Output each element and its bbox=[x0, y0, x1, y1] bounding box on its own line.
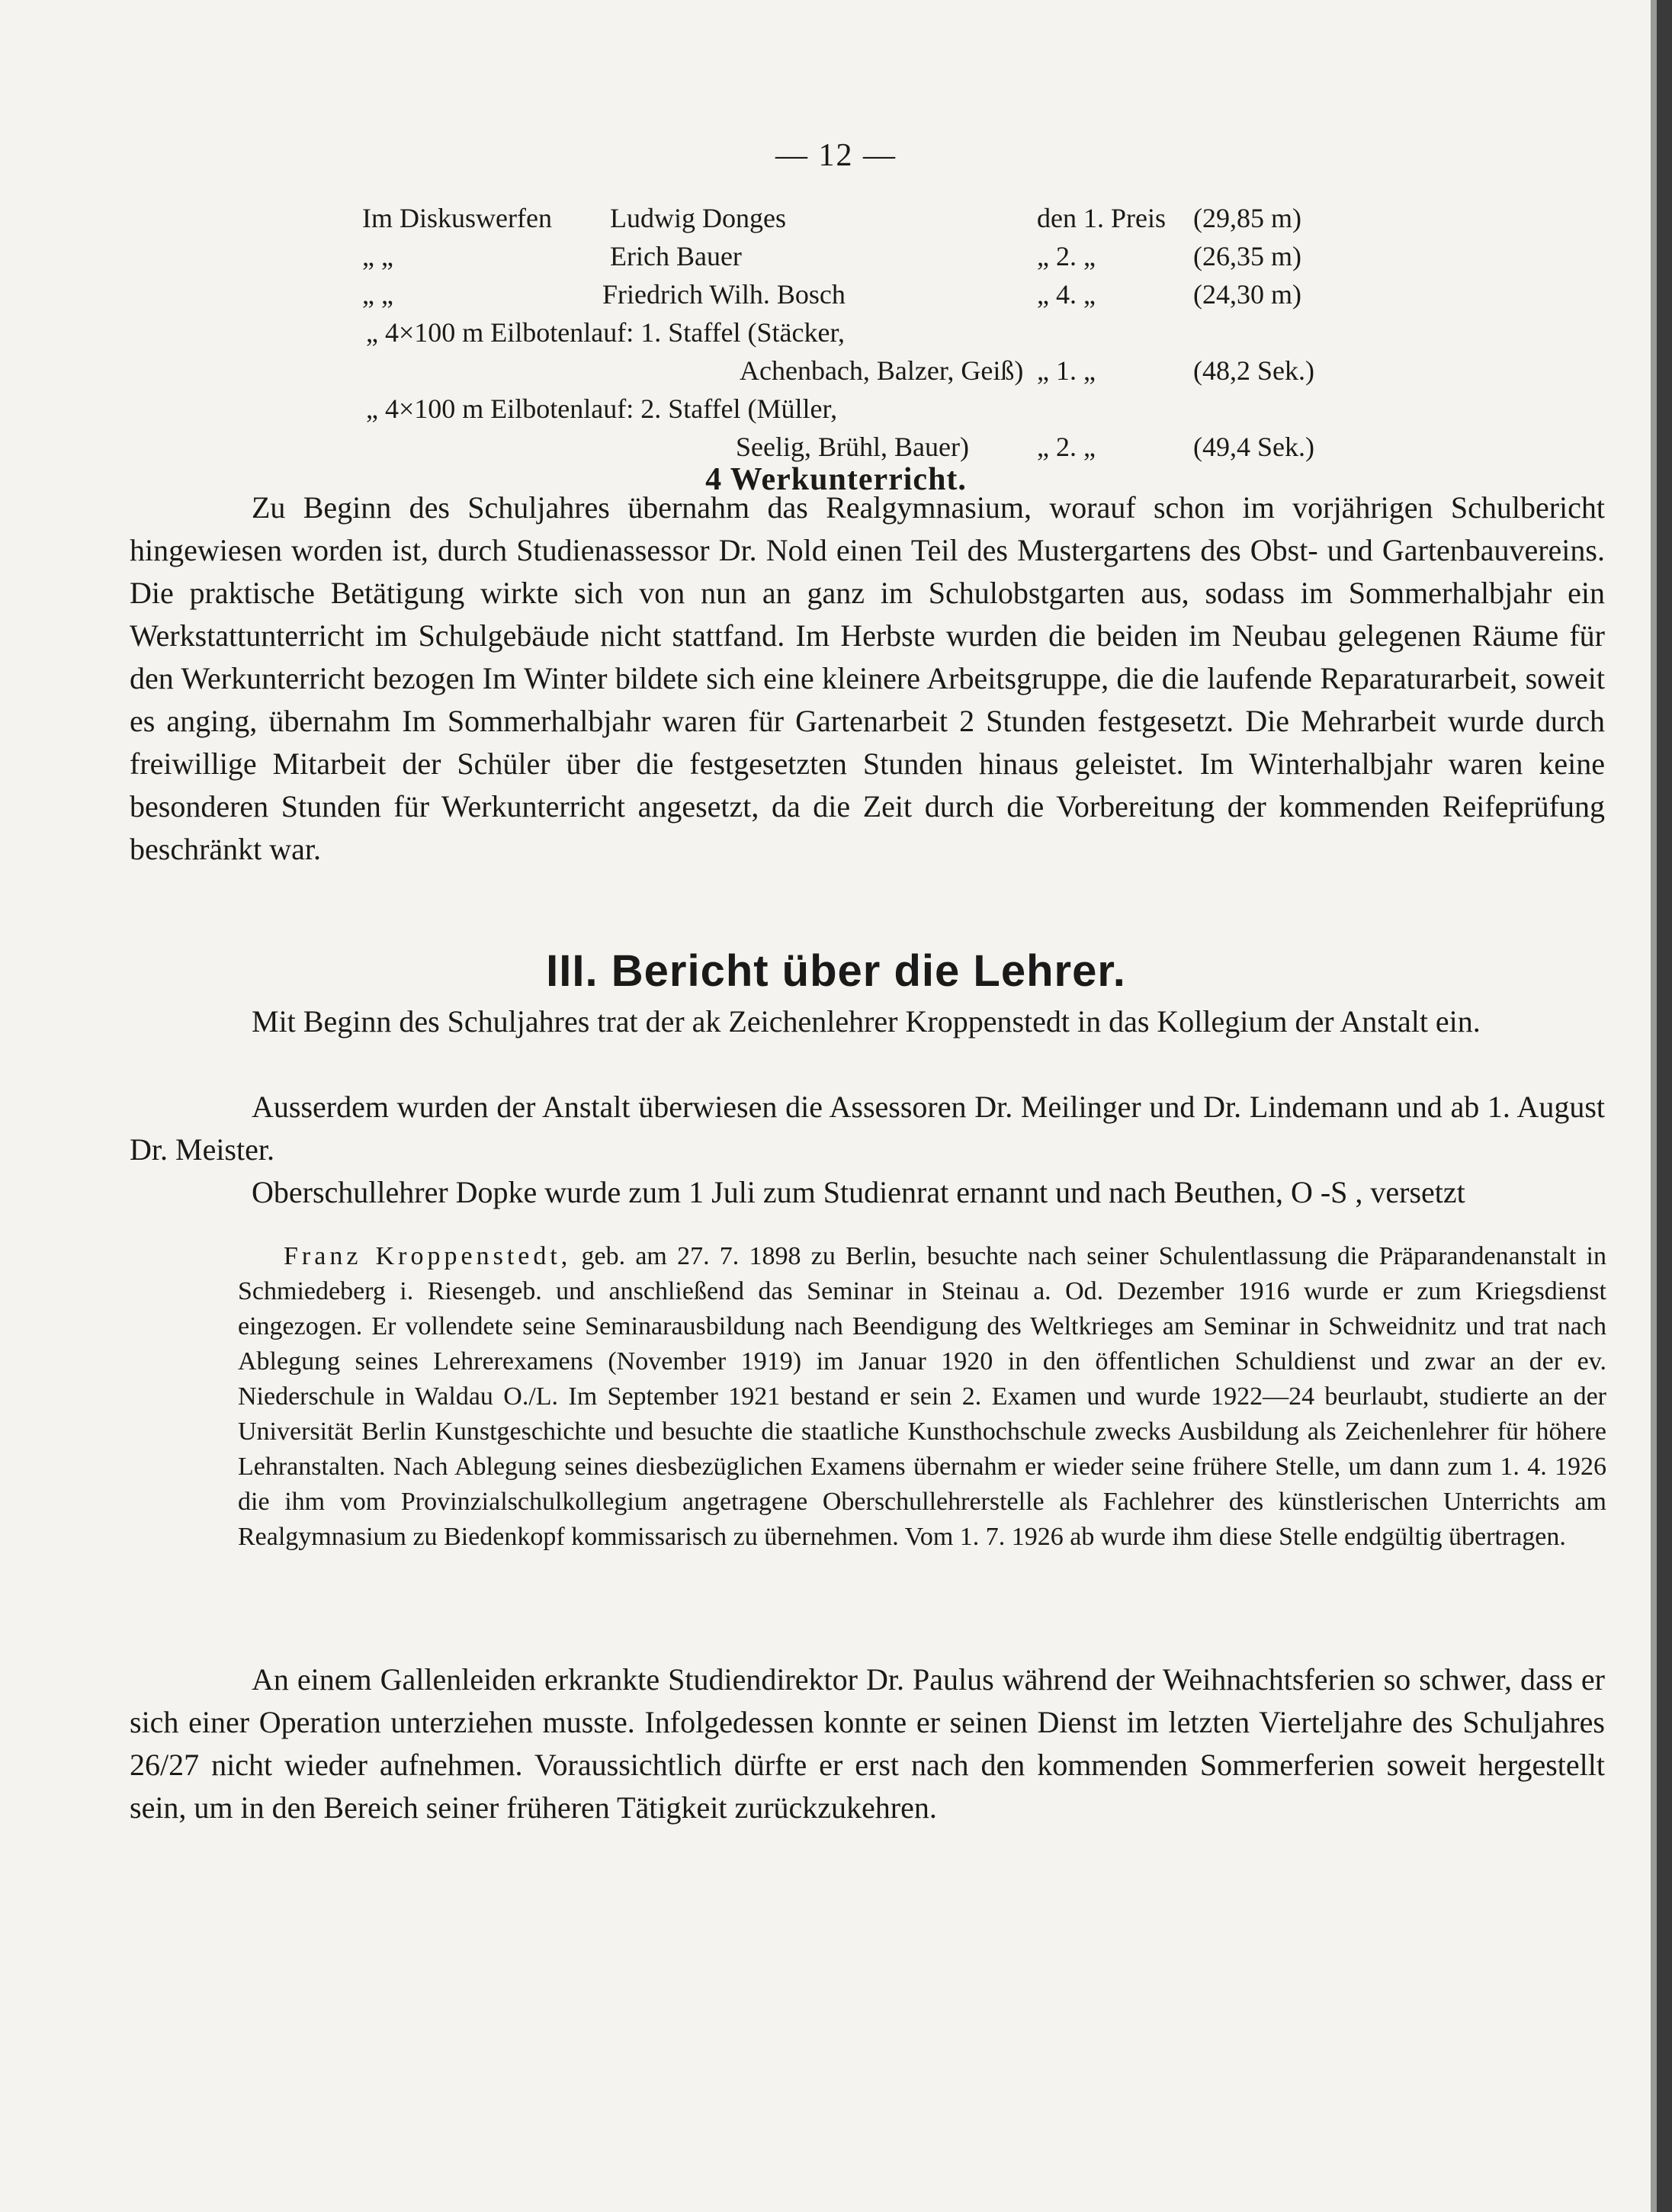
result-value: (49,4 Sek.) bbox=[1193, 432, 1314, 462]
biography-kroppenstedt bbox=[238, 1239, 1606, 1555]
result-prefix: „ „ bbox=[362, 241, 393, 271]
result-row bbox=[290, 393, 1357, 431]
sports-results bbox=[290, 202, 1357, 469]
page-number: — 12 — bbox=[775, 138, 897, 173]
result-row bbox=[290, 355, 1357, 393]
lehrer-paragraph-1: Mit Beginn des Schuljahres trat der ak Zeichenlehrer Kroppenstedt in das Kollegium der Anstalt ein. bbox=[252, 1004, 1481, 1039]
bio-text: geb. am 27. 7. 1898 zu Berlin, besuchte nach seiner Schulentlassung die Präparandenanstalt in Schmiedeberg i. Riesengeb. und anschließend das Seminar in Steinau a. Od. Dezember 1916 wurde er zum Kriegsdienst eingezogen. Er vollendete seine Seminarausbildung nach Beendigung des Weltkrieges am Seminar in Schweidnitz und trat nach Ablegung seines Lehrerexamens (November 1919) im Januar 1920 in den öffentlichen Schuldienst und zwar an der ev. Niederschule in Waldau O./L. Im September 1921 bestand er sein 2. Examen und wurde 1922—24 beurlaubt, studierte an der Universität Berlin Kunstgeschichte und besuchte die staatliche Kunsthochschule zwecks Ausbildung als Zeichenlehrer für höhere Lehranstalten. Nach Ablegung seines diesbezüglichen Examens übernahm er wieder seine frühere Stelle, um dann zum 1. 4. 1926 die ihm vom Provinzialschulkollegium angetragene Oberschullehrerstelle als Fachlehrer des künstlerischen Unterrichts am Realgymnasium zu Biedenkopf kommissarisch zu übernehmen. Vom 1. 7. 1926 ab wurde ihm diese Stelle endgültig übertragen. bbox=[238, 1242, 1606, 1551]
result-prefix: „ 4×100 m Eilbotenlauf: 2. Staffel (Müller, bbox=[366, 393, 838, 424]
result-prefix: „ 4×100 m Eilbotenlauf: 1. Staffel (Stäcker, bbox=[366, 317, 846, 348]
result-name: Ludwig Donges bbox=[610, 203, 786, 233]
result-name: Friedrich Wilh. Bosch bbox=[602, 279, 846, 310]
result-row bbox=[290, 240, 1357, 278]
lehrer-paragraph-2: Ausserdem wurden der Anstalt überwiesen die Assessoren Dr. Meilinger und Dr. Lindemann und ab 1. August Dr. Meister. bbox=[130, 1090, 1605, 1167]
result-rank: „ 4. „ bbox=[1037, 279, 1096, 310]
result-value: (29,85 m) bbox=[1193, 203, 1301, 233]
scan-border-dark bbox=[1657, 0, 1672, 2212]
result-value: (48,2 Sek.) bbox=[1193, 355, 1314, 386]
result-row bbox=[290, 202, 1357, 240]
result-rank: den 1. Preis bbox=[1037, 203, 1166, 233]
result-name: Achenbach, Balzer, Geiß) bbox=[740, 355, 1024, 386]
result-name: Erich Bauer bbox=[610, 241, 742, 271]
bio-name: Franz Kroppenstedt, bbox=[284, 1242, 572, 1270]
result-name: Seelig, Brühl, Bauer) bbox=[736, 432, 969, 462]
werkunterricht-paragraph: Zu Beginn des Schuljahres übernahm das Realgymnasium, worauf schon im vorjährigen Schulbericht hingewiesen worden ist, durch Studienassessor Dr. Nold einen Teil des Mustergartens des Obst- und Gartenbauvereins. Die praktische Betätigung wirkte sich von nun an ganz im Schulobstgarten aus, sodass im Sommerhalbjahr ein Werkstattunterricht im Schulgebäude nicht stattfand. Im Herbste wurden die beiden im Neubau gelegenen Räume für den Werkunterricht bezogen Im Winter bildete sich eine kleinere Arbeitsgruppe, die die laufende Reparaturarbeit, soweit es anging, übernahm Im Sommerhalbjahr waren für Gartenarbeit 2 Stunden festgesetzt. Die Mehrarbeit wurde durch freiwillige Mitarbeit der Schüler über die festgesetzten Stunden hinaus geleistet. Im Winterhalbjahr waren keine besonderen Stunden für Werkunterricht angesetzt, da die Zeit durch die Vorbereitung der kommenden Reifeprüfung beschränkt war. bbox=[130, 490, 1605, 866]
section-heading-lehrer: III. Bericht über die Lehrer. bbox=[546, 946, 1126, 996]
result-prefix: Im Diskuswerfen bbox=[362, 203, 552, 233]
result-row bbox=[290, 316, 1357, 355]
result-rank: „ 1. „ bbox=[1037, 355, 1096, 386]
lehrer-paragraph-4: An einem Gallenleiden erkrankte Studiendirektor Dr. Paulus während der Weihnachtsferien so schwer, dass er sich einer Operation unterziehen musste. Infolgedessen konnte er seinen Dienst im letzten Vierteljahre des Schuljahres 26/27 nicht wieder aufnehmen. Voraussichtlich dürfte er erst nach den kommenden Sommerferien soweit hergestellt sein, um in den Bereich seiner früheren Tätigkeit zurückzukehren. bbox=[130, 1662, 1605, 1825]
result-prefix: „ „ bbox=[362, 279, 393, 310]
result-value: (24,30 m) bbox=[1193, 279, 1301, 310]
lehrer-paragraph-3: Oberschullehrer Dopke wurde zum 1 Juli zum Studienrat ernannt und nach Beuthen, O -S , versetzt bbox=[252, 1175, 1465, 1209]
result-value: (26,35 m) bbox=[1193, 241, 1301, 271]
scan-border bbox=[1651, 0, 1657, 2212]
result-row bbox=[290, 278, 1357, 316]
result-rank: „ 2. „ bbox=[1037, 241, 1096, 271]
result-rank: „ 2. „ bbox=[1037, 432, 1096, 462]
section-heading-werkunterricht: 4 Werkunterricht. bbox=[705, 462, 967, 497]
